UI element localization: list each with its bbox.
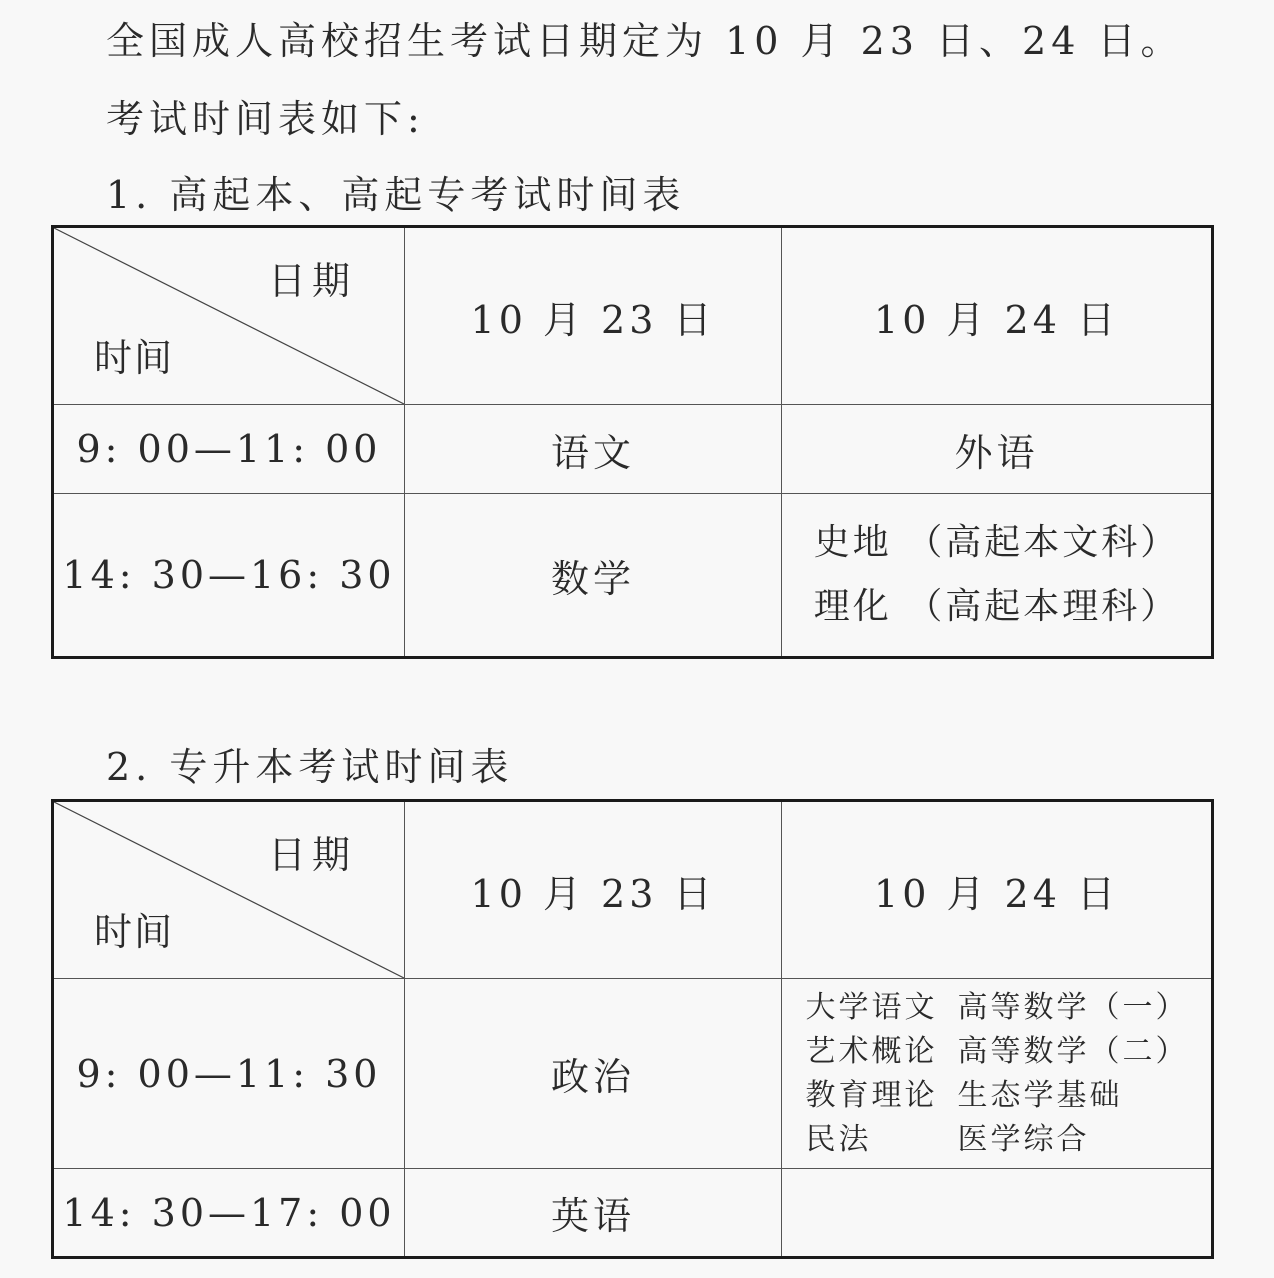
table1-date-oct24: 10 月 24 日 <box>782 227 1213 405</box>
corner-date-label: 日期 <box>267 259 356 303</box>
subject-item: 大学语文 <box>805 989 938 1025</box>
schedule-table-1 <box>51 225 1214 659</box>
table-row <box>53 1169 1213 1258</box>
table1-header-row <box>53 227 1213 405</box>
subject-item: 高等数学（二） <box>957 1033 1189 1069</box>
subject-item: 生态学基础 <box>957 1077 1123 1113</box>
table2-row2-time: 14: 30—17: 00 <box>53 1169 405 1258</box>
table2-corner-cell <box>53 801 405 979</box>
corner-time-label: 时间 <box>94 910 175 954</box>
table-row <box>53 494 1213 658</box>
table2-row2-day2-empty <box>782 1169 1213 1258</box>
table2-row1-day2-subjects <box>782 979 1213 1169</box>
table1-row1-day2-subject: 外语 <box>782 405 1213 494</box>
corner-date-label: 日期 <box>267 833 356 877</box>
table2-row2-day1-subject: 英语 <box>405 1169 782 1258</box>
table2-date-oct23: 10 月 23 日 <box>405 801 782 979</box>
intro-line-1: 全国成人高校招生考试日期定为 10 月 23 日、24 日。 <box>106 19 1184 63</box>
table1-row2-day2-subjects <box>782 494 1213 658</box>
subject-item: 医学综合 <box>957 1121 1090 1157</box>
subject-item: 高等数学（一） <box>957 989 1189 1025</box>
table1-corner-cell <box>53 227 405 405</box>
table1-row2-time: 14: 30—16: 30 <box>53 494 405 658</box>
subject-line: 理化 （高起本理科） <box>813 586 1180 627</box>
table1-row2-day1-subject: 数学 <box>405 494 782 658</box>
subject-item: 民法 <box>805 1121 872 1157</box>
table2-date-oct24: 10 月 24 日 <box>782 801 1213 979</box>
table-row <box>53 979 1213 1169</box>
table2-row1-time: 9: 00—11: 30 <box>53 979 405 1169</box>
corner-time-label: 时间 <box>94 336 175 380</box>
table2-header-row <box>53 801 1213 979</box>
table1-heading: 1. 高起本、高起专考试时间表 <box>106 173 686 217</box>
table1-row1-time: 9: 00—11: 00 <box>53 405 405 494</box>
table1-date-oct23: 10 月 23 日 <box>405 227 782 405</box>
subject-line: 史地 （高起本文科） <box>813 522 1180 563</box>
subject-item: 艺术概论 <box>805 1033 938 1069</box>
table2-row1-day1-subject: 政治 <box>405 979 782 1169</box>
intro-line-2: 考试时间表如下: <box>106 97 425 141</box>
schedule-table-2 <box>51 799 1214 1259</box>
table-row <box>53 405 1213 494</box>
table1-row1-day1-subject: 语文 <box>405 405 782 494</box>
table2-heading: 2. 专升本考试时间表 <box>106 745 514 789</box>
subject-item: 教育理论 <box>805 1077 938 1113</box>
